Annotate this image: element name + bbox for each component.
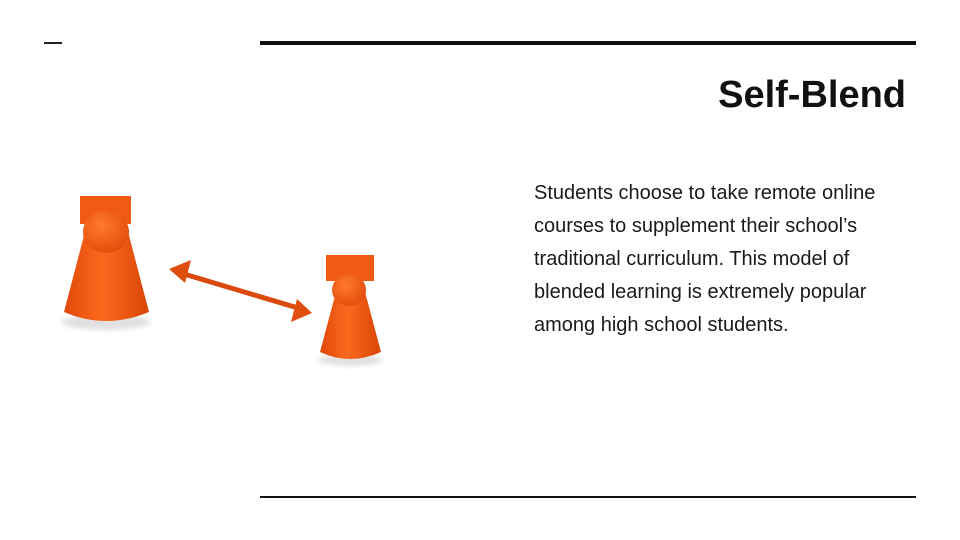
slide-body-text: Students choose to take remote online courses to supplement their school’s traditional curriculum. This model of blended learning is extremely popular among high school students. [534, 182, 876, 336]
slide-title: Self-Blend [718, 74, 906, 116]
top-rule [260, 41, 916, 45]
bottom-rule [260, 496, 916, 498]
student-figure-icon [318, 255, 382, 366]
student-figure-icon [62, 196, 150, 330]
corner-dash [44, 42, 62, 44]
double-arrow-icon [169, 260, 312, 322]
blended-learning-illustration [50, 180, 420, 380]
